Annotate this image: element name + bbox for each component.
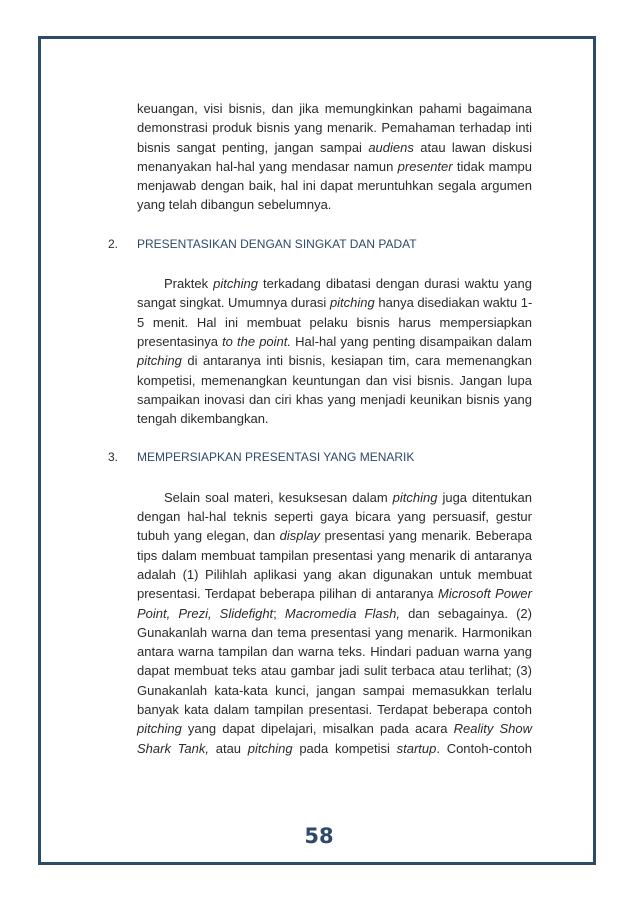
section-title-3: MEMPERSIAPKAN PRESENTASI YANG MENARIK xyxy=(137,450,415,465)
section-number-2: 2. xyxy=(108,236,119,251)
page-content xyxy=(108,99,533,758)
paragraph-section-2: Praktek pitching terkadang dibatasi dengan durasi waktu yang sangat singkat. Umumnya durasi pitching hanya disediakan waktu 1- 5 menit. Hal ini membuat pelaku bisnis harus mempersiapkan presentasinya to the point. Hal-hal yang penting disampaikan dalam pitching di antaranya inti bisnis, kesiapan tim, cara memenangkan kompetisi, memenangkan keuntungan dan visi bisnis. Jangan lupa sampaikan inovasi dan ciri khas yang menjadi keunikan bisnis yang tengah dikembangkan. xyxy=(137,276,533,427)
section-heading-2 xyxy=(108,235,532,254)
paragraph-continuation: keuangan, visi bisnis, dan jika memungkinkan pahami bagaimana demonstrasi produk bisnis yang menarik. Pemahaman terhadap inti bisnis sangat penting, jangan sampai audiens atau lawan diskusi menanyakan hal-hal yang mendasar namun presenter tidak mampu menjawab dengan baik, hal ini dapat meruntuhkan segala argumen yang telah dibangun sebelumnya. xyxy=(137,101,532,213)
section-title-2: PRESENTASIKAN DENGAN SINGKAT DAN PADAT xyxy=(137,236,417,251)
section-number-3: 3. xyxy=(108,450,119,465)
paragraph-section-3: Selain soal materi, kesuksesan dalam pitching juga ditentukan dengan hal-hal teknis seperti gaya bicara yang persuasif, gestur tubuh yang elegan, dan display presentasi yang menarik. Beberapa tips dalam membuat tampilan presentasi yang menarik di antaranya adalah (1) Pilihlah aplikasi yang akan digunakan untuk membuat presentasi. Terdapat beberapa pilihan di antaranya Microsoft Power Point, Prezi, Slidefight; Macromedia Flash, dan sebagainya. (2) Gunakanlah warna dan tema presentasi yang menarik. Harmonikan antara warna tampilan dan warna teks. Hindari paduan warna yang dapat membuat teks atau gambar jadi sulit terbaca atau terlihat; (3) Gunakanlah kata-kata kunci, jangan sampai memasukkan terlalu banyak kata dalam tampilan presentasi. Terdapat beberapa contoh pitching yang dapat dipelajari, misalkan pada acara Reality Show Shark Tank, atau pitching pada kompetisi startup. Contoh-contoh xyxy=(137,489,532,756)
page-number: 58 xyxy=(304,824,334,848)
section-heading-3 xyxy=(108,448,532,467)
